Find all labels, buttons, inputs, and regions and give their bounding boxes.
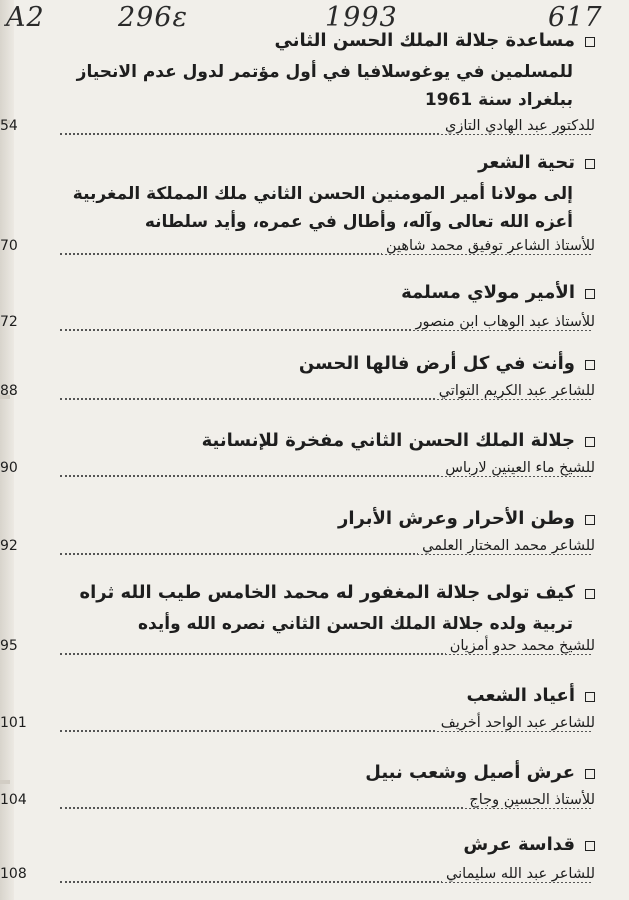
- toc-entry: [0, 353, 595, 407]
- entry-author: للشاعر عبد الكريم التواتي: [435, 383, 595, 399]
- handwritten-code-mid: 296ε: [118, 2, 189, 33]
- handwritten-ref: 617: [548, 2, 603, 33]
- entry-subtitle-line: تربية ولده جلالة الملك الحسن الثاني نصره الله وأيده: [138, 614, 573, 634]
- page-number: 72: [0, 314, 18, 330]
- entry-title: الأمير مولاي مسلمة: [401, 282, 575, 303]
- toc-entry: [0, 30, 595, 142]
- toc-entry: [0, 685, 595, 739]
- square-bullet-icon: [585, 360, 595, 370]
- square-bullet-icon: [585, 37, 595, 47]
- entry-title: كيف تولى جلالة المغفور له محمد الخامس طيب الله ثراه: [79, 582, 575, 603]
- entry-author: للدكتور عبد الهادي التازي: [441, 118, 595, 134]
- toc-entry: [0, 430, 595, 484]
- square-bullet-icon: [585, 437, 595, 447]
- page-number: 54: [0, 118, 18, 134]
- page-number: 88: [0, 383, 18, 399]
- toc-entry: [0, 834, 595, 890]
- handwritten-code-left: A2: [6, 2, 45, 33]
- entry-title: تحية الشعر: [478, 152, 575, 173]
- entry-author: للشيخ محمد حدو أمزيان: [446, 638, 595, 654]
- page-number: 95: [0, 638, 18, 654]
- square-bullet-icon: [585, 289, 595, 299]
- entry-subtitle-line: إلى مولانا أمير المومنين الحسن الثاني ملك المملكة المغربية: [72, 184, 573, 204]
- entry-author: للشيخ ماء العينين لارباس: [441, 460, 595, 476]
- toc-entry: [0, 582, 595, 662]
- entry-author: للشاعر عبد الله سليماني: [442, 866, 595, 882]
- square-bullet-icon: [585, 589, 595, 599]
- square-bullet-icon: [585, 841, 595, 851]
- entry-author: للأستاذ الحسين وجاج: [465, 792, 595, 808]
- entry-subtitle-line: للمسلمين في يوغوسلافيا في أول مؤتمر لدول عدم الانحياز: [76, 62, 573, 82]
- toc-entry: [0, 762, 595, 816]
- entry-author: للأستاذ عبد الوهاب ابن منصور: [411, 314, 595, 330]
- entry-title: مساعدة جلالة الملك الحسن الثاني: [274, 30, 575, 51]
- page-number: 104: [0, 792, 27, 808]
- entry-subtitle-line: ببلغراد سنة 1961: [424, 90, 573, 110]
- handwritten-year: 1993: [325, 2, 398, 33]
- entry-title: عرش أصيل وشعب نبيل: [365, 762, 575, 783]
- entry-title: جلالة الملك الحسن الثاني مفخرة للإنسانية: [201, 430, 575, 451]
- page-number: 90: [0, 460, 18, 476]
- entry-title: قداسة عرش: [463, 834, 575, 855]
- entry-title: وأنت في كل أرض فالها الحسن: [298, 353, 575, 374]
- square-bullet-icon: [585, 159, 595, 169]
- toc-entry: [0, 282, 595, 338]
- entry-title: وطن الأحرار وعرش الأبرار: [338, 508, 575, 529]
- entry-author: للشاعر محمد المختار العلمي: [418, 538, 595, 554]
- entry-subtitle-line: أعزه الله تعالى وآله، وأطال في عمره، وأيد سلطانه: [144, 212, 573, 232]
- square-bullet-icon: [585, 515, 595, 525]
- toc-entry: [0, 152, 595, 262]
- page-number: 108: [0, 866, 27, 882]
- page-number: 70: [0, 238, 18, 254]
- toc-entry: [0, 508, 595, 562]
- entry-author: للشاعر عبد الواحد أخريف: [437, 715, 595, 731]
- entry-title: أعياد الشعب: [466, 685, 575, 706]
- page-number: 92: [0, 538, 18, 554]
- entry-author: للأستاذ الشاعر توفيق محمد شاهين: [382, 238, 595, 254]
- square-bullet-icon: [585, 692, 595, 702]
- page-number: 101: [0, 715, 27, 731]
- square-bullet-icon: [585, 769, 595, 779]
